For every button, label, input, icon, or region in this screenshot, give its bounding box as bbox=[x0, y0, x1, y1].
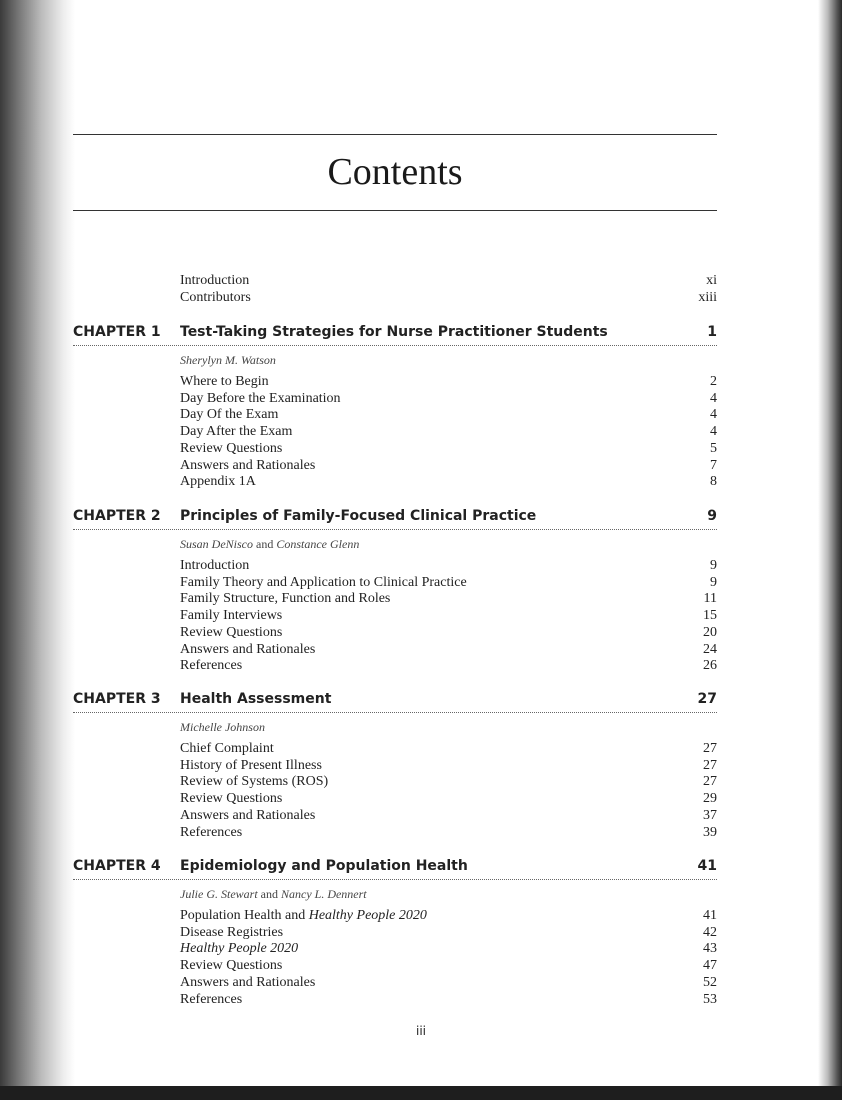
chapter-page: 27 bbox=[697, 691, 717, 707]
entry-text: Day Before the Examination bbox=[180, 390, 341, 406]
toc-entry[interactable] bbox=[180, 574, 717, 591]
entry-page: 53 bbox=[703, 991, 717, 1007]
toc-entry[interactable] bbox=[180, 272, 717, 289]
entry-label bbox=[180, 924, 283, 941]
entry-text: Review of Systems (ROS) bbox=[180, 774, 329, 790]
toc-entry[interactable] bbox=[180, 940, 717, 957]
entry-page: 5 bbox=[710, 440, 717, 456]
author-name: Susan DeNisco bbox=[180, 537, 253, 551]
entry-page: 26 bbox=[703, 658, 717, 674]
entry-page: 27 bbox=[703, 757, 717, 773]
entry-label bbox=[180, 590, 390, 607]
dotted-rule bbox=[73, 345, 717, 346]
entry-label bbox=[180, 807, 315, 824]
toc-entry[interactable] bbox=[180, 289, 717, 306]
entry-page: 24 bbox=[703, 641, 717, 657]
entry-label bbox=[180, 373, 269, 390]
chapter-heading[interactable] bbox=[73, 321, 717, 343]
toc-entry[interactable] bbox=[180, 974, 717, 991]
entry-page: 4 bbox=[710, 407, 717, 423]
entry-label: Introduction bbox=[180, 273, 250, 288]
entry-text: Review Questions bbox=[180, 624, 283, 640]
entry-page: 9 bbox=[710, 574, 717, 590]
entry-label bbox=[180, 423, 292, 440]
toc-entry[interactable] bbox=[180, 557, 717, 574]
chapter-heading[interactable] bbox=[73, 505, 717, 527]
chapter-authors bbox=[180, 720, 265, 735]
toc-entry[interactable] bbox=[180, 924, 717, 941]
entry-label bbox=[180, 641, 315, 658]
page-bottom-edge bbox=[0, 1086, 842, 1100]
toc-entry[interactable] bbox=[180, 473, 717, 490]
entry-text: Family Theory and Application to Clinical Practice bbox=[180, 574, 467, 590]
chapter-authors bbox=[180, 353, 276, 368]
entry-page: 39 bbox=[703, 824, 717, 840]
page-number: iii bbox=[415, 1024, 426, 1038]
entry-label bbox=[180, 824, 242, 841]
entry-page: 15 bbox=[703, 608, 717, 624]
chapter-heading[interactable] bbox=[73, 688, 717, 710]
page-edge-shadow bbox=[818, 0, 842, 1100]
entry-text: Disease Registries bbox=[180, 924, 284, 940]
entry-text: Answers and Rationales bbox=[180, 974, 316, 990]
entry-text: References bbox=[180, 991, 243, 1007]
entry-page: 41 bbox=[703, 908, 717, 923]
chapter-number: CHAPTER 1 bbox=[73, 324, 161, 340]
entry-label bbox=[180, 974, 315, 991]
entry-text: Family Structure, Function and Roles bbox=[180, 591, 391, 607]
entry-page: 43 bbox=[703, 941, 717, 957]
dotted-rule bbox=[73, 712, 717, 713]
toc-entry[interactable] bbox=[180, 607, 717, 624]
entry-label bbox=[180, 991, 242, 1008]
toc-entry[interactable] bbox=[180, 457, 717, 474]
entry-label bbox=[180, 657, 242, 674]
entry-page: 2 bbox=[710, 374, 717, 389]
toc-entry[interactable] bbox=[180, 790, 717, 807]
entry-label bbox=[180, 757, 322, 774]
entry-text: References bbox=[180, 658, 243, 674]
chapter-page: 41 bbox=[697, 858, 717, 874]
entry-page: 27 bbox=[703, 774, 717, 790]
chapter-title: Principles of Family-Focused Clinical Practice bbox=[180, 508, 537, 524]
entry-label bbox=[180, 790, 282, 807]
entry-page: 47 bbox=[703, 958, 717, 974]
entry-label bbox=[180, 624, 282, 641]
entry-page: 9 bbox=[710, 558, 717, 573]
toc-entry[interactable] bbox=[180, 390, 717, 407]
chapter-number: CHAPTER 3 bbox=[73, 691, 161, 707]
page-title: Contents bbox=[327, 151, 463, 193]
entry-text: Answers and Rationales bbox=[180, 807, 316, 823]
entry-page: 8 bbox=[710, 474, 717, 490]
chapter-authors bbox=[180, 537, 359, 552]
entry-text: Family Interviews bbox=[180, 608, 283, 624]
entry-label bbox=[180, 940, 298, 957]
chapter-title: Health Assessment bbox=[180, 691, 332, 707]
entry-text: Review Questions bbox=[180, 958, 283, 974]
author-name: Michelle Johnson bbox=[180, 720, 265, 734]
toc-entry[interactable] bbox=[180, 807, 717, 824]
toc-entry[interactable] bbox=[180, 373, 717, 390]
chapter-heading[interactable] bbox=[73, 855, 717, 877]
entry-label bbox=[180, 390, 341, 407]
toc-entry[interactable] bbox=[180, 624, 717, 641]
chapter-title: Epidemiology and Population Health bbox=[180, 858, 468, 874]
entry-label: Contributors bbox=[180, 290, 251, 305]
entry-page: 7 bbox=[710, 457, 717, 473]
entry-page: 11 bbox=[703, 591, 717, 607]
toc-entry[interactable] bbox=[180, 757, 717, 774]
entry-text: History of Present Illness bbox=[180, 757, 322, 773]
dotted-rule bbox=[73, 529, 717, 530]
toc-entry[interactable] bbox=[180, 907, 717, 924]
entry-page: 4 bbox=[710, 390, 717, 406]
chapter-page: 9 bbox=[707, 508, 717, 524]
toc-entry[interactable] bbox=[180, 440, 717, 457]
entry-text: Chief Complaint bbox=[180, 741, 274, 756]
title-rule-top bbox=[73, 134, 717, 135]
chapter-number: CHAPTER 4 bbox=[73, 858, 161, 874]
author-name: Nancy L. Dennert bbox=[280, 887, 367, 901]
entry-label bbox=[180, 740, 274, 757]
toc-entry[interactable] bbox=[180, 657, 717, 674]
toc-entry[interactable] bbox=[180, 824, 717, 841]
toc-entry[interactable] bbox=[180, 423, 717, 440]
toc-entry[interactable] bbox=[180, 406, 717, 423]
title-rule-bottom bbox=[73, 210, 717, 211]
entry-text: Where to Begin bbox=[180, 374, 269, 389]
entry-text: Review Questions bbox=[180, 440, 283, 456]
entry-label bbox=[180, 557, 249, 574]
entry-text: Review Questions bbox=[180, 791, 283, 807]
entry-text: Answers and Rationales bbox=[180, 641, 316, 657]
chapter-title: Test-Taking Strategies for Nurse Practitioner Students bbox=[180, 324, 608, 340]
entry-label bbox=[180, 457, 315, 474]
author-name: Sherylyn M. Watson bbox=[180, 353, 276, 367]
author-joiner: and bbox=[260, 887, 278, 901]
entry-label bbox=[180, 440, 282, 457]
entry-page: 27 bbox=[703, 741, 717, 756]
entry-text: Day After the Exam bbox=[180, 424, 293, 440]
author-joiner: and bbox=[256, 537, 274, 551]
entry-page: xiii bbox=[698, 290, 717, 305]
toc-entry[interactable] bbox=[180, 957, 717, 974]
entry-label bbox=[180, 607, 282, 624]
entry-page: 29 bbox=[703, 791, 717, 807]
page-gutter-shadow bbox=[0, 0, 75, 1100]
toc-entry[interactable] bbox=[180, 740, 717, 757]
entry-page: 37 bbox=[703, 807, 717, 823]
chapter-page: 1 bbox=[707, 324, 717, 340]
author-name: Constance Glenn bbox=[276, 537, 360, 551]
entry-page: 4 bbox=[710, 424, 717, 440]
entry-italic-text: Healthy People 2020 bbox=[308, 908, 427, 923]
entry-label bbox=[180, 773, 328, 790]
toc-entry[interactable] bbox=[180, 991, 717, 1008]
entry-page: 20 bbox=[703, 624, 717, 640]
entry-label bbox=[180, 574, 467, 591]
chapter-number: CHAPTER 2 bbox=[73, 508, 161, 524]
entry-label bbox=[180, 406, 278, 423]
entry-label bbox=[180, 907, 427, 924]
dotted-rule bbox=[73, 879, 717, 880]
entry-text: References bbox=[180, 824, 243, 840]
entry-label bbox=[180, 473, 256, 490]
entry-text: Appendix 1A bbox=[180, 474, 256, 490]
entry-italic-text: Healthy People 2020 bbox=[180, 941, 299, 957]
entry-text: Day Of the Exam bbox=[180, 407, 279, 423]
entry-page: 42 bbox=[703, 924, 717, 940]
toc-entry[interactable] bbox=[180, 641, 717, 658]
author-name: Julie G. Stewart bbox=[180, 887, 258, 901]
entry-page: xi bbox=[706, 273, 717, 288]
toc-entry[interactable] bbox=[180, 773, 717, 790]
entry-text: Answers and Rationales bbox=[180, 457, 316, 473]
entry-page: 52 bbox=[703, 974, 717, 990]
entry-label bbox=[180, 957, 282, 974]
toc-entry[interactable] bbox=[180, 590, 717, 607]
entry-text: Population Health and bbox=[180, 908, 309, 923]
entry-text: Introduction bbox=[180, 558, 250, 573]
chapter-authors bbox=[180, 887, 367, 902]
